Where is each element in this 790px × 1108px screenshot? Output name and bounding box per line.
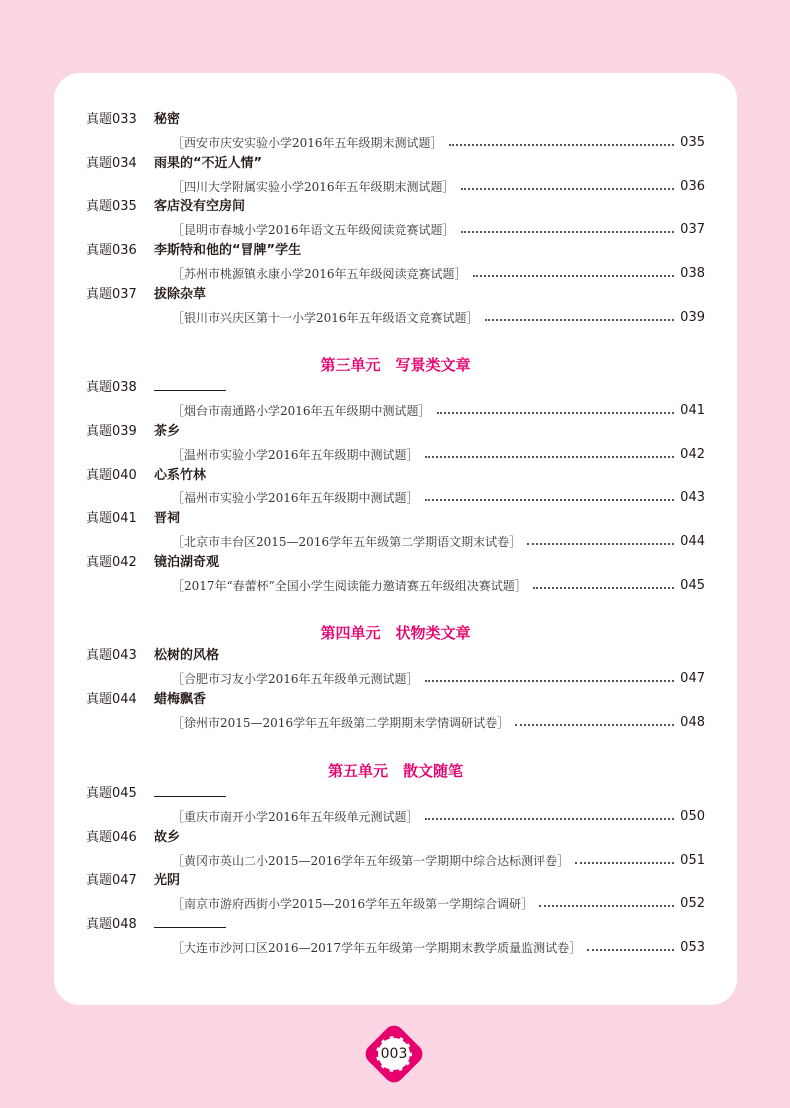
leader-dots xyxy=(437,411,675,414)
entry-title: 心系竹林 xyxy=(154,468,207,483)
toc-source-039 xyxy=(172,444,705,464)
entry-number: 真题045 xyxy=(86,786,137,801)
leader-dots xyxy=(425,498,675,501)
unit-3-heading: 第三单元 写景类文章 xyxy=(320,356,471,374)
entry-title: 茶乡 xyxy=(154,424,181,439)
entry-number: 真题037 xyxy=(86,287,137,302)
page-number: 003 xyxy=(380,1046,408,1062)
entry-title: 秘密 xyxy=(154,112,181,127)
leader-dots xyxy=(533,586,674,589)
entry-page: 037 xyxy=(680,221,705,237)
toc-source-037 xyxy=(172,307,705,327)
entry-number: 真题047 xyxy=(86,873,137,888)
toc-entry-033[interactable] xyxy=(86,110,180,130)
entry-page: 051 xyxy=(680,852,705,868)
entry-source: ［徐州市2015—2016学年五年级第二学期期末学情调研试卷］ xyxy=(172,715,510,730)
toc-entry-037[interactable] xyxy=(86,285,206,305)
entry-number: 真题048 xyxy=(86,917,137,932)
entry-source: ［烟台市南通路小学2016年五年级期中测试题］ xyxy=(172,403,431,418)
leader-dots xyxy=(461,230,675,233)
entry-title: 客店没有空房间 xyxy=(154,199,246,214)
entry-number: 真题042 xyxy=(86,555,137,570)
entry-source: ［福州市实验小学2016年五年级期中测试题］ xyxy=(172,490,419,505)
entry-title: 镜泊湖奇观 xyxy=(154,555,220,570)
leader-dots xyxy=(515,723,674,726)
toc-source-044 xyxy=(172,712,705,732)
toc-entry-042[interactable] xyxy=(86,553,219,573)
entry-number: 真题033 xyxy=(86,112,137,127)
toc-source-034 xyxy=(172,176,705,196)
entry-page: 050 xyxy=(680,808,705,824)
toc-entry-039[interactable] xyxy=(86,422,180,442)
toc-source-042 xyxy=(172,575,705,595)
entry-title: 蜡梅飘香 xyxy=(154,692,207,707)
entry-title: 拔除杂草 xyxy=(154,287,207,302)
unit-5-heading: 第五单元 散文随笔 xyxy=(327,762,463,780)
toc-source-036 xyxy=(172,263,705,283)
entry-source: ［重庆市南开小学2016年五年级单元测试题］ xyxy=(172,809,419,824)
entry-page: 035 xyxy=(680,134,705,150)
entry-source: ［黄冈市英山二小2015—2016学年五年级第一学期期中综合达标测评卷］ xyxy=(172,853,570,868)
toc-entry-038[interactable] xyxy=(86,378,226,398)
entry-title: 松树的风格 xyxy=(154,648,220,663)
entry-page: 044 xyxy=(680,533,705,549)
leader-dots xyxy=(527,542,674,545)
entry-source: ［大连市沙河口区2016—2017学年五年级第一学期期末教学质量监测试卷］ xyxy=(172,940,582,955)
entry-number: 真题040 xyxy=(86,468,137,483)
leader-dots xyxy=(425,679,675,682)
entry-page: 047 xyxy=(680,670,705,686)
entry-title: 光阴 xyxy=(154,873,181,888)
entry-number: 真题046 xyxy=(86,830,137,845)
toc-entry-046[interactable] xyxy=(86,828,180,848)
entry-number: 真题043 xyxy=(86,648,137,663)
toc-source-040 xyxy=(172,487,705,507)
entry-title: 故乡 xyxy=(154,830,181,845)
entry-source: ［昆明市春城小学2016年语文五年级阅读竞赛试题］ xyxy=(172,222,455,237)
toc-source-038 xyxy=(172,400,705,420)
title-blank xyxy=(154,784,226,797)
leader-dots xyxy=(425,817,675,820)
entry-page: 048 xyxy=(680,714,705,730)
leader-dots xyxy=(587,948,674,951)
entry-title: 李斯特和他的“冒牌”学生 xyxy=(154,243,302,258)
toc-entry-041[interactable] xyxy=(86,509,180,529)
entry-number: 真题035 xyxy=(86,199,137,214)
toc-entry-040[interactable] xyxy=(86,466,206,486)
toc-entry-044[interactable] xyxy=(86,690,206,710)
toc-entry-034[interactable] xyxy=(86,154,262,174)
content-card xyxy=(54,73,737,1005)
toc-source-047 xyxy=(172,893,705,913)
entry-title: 雨果的“不近人情” xyxy=(154,156,263,171)
leader-dots xyxy=(539,904,674,907)
toc-entry-045[interactable] xyxy=(86,784,226,804)
toc-source-033 xyxy=(172,132,705,152)
entry-source: ［温州市实验小学2016年五年级期中测试题］ xyxy=(172,447,419,462)
toc-source-041 xyxy=(172,531,705,551)
leader-dots xyxy=(425,455,675,458)
entry-page: 039 xyxy=(680,309,705,325)
entry-page: 043 xyxy=(680,489,705,505)
toc-entry-035[interactable] xyxy=(86,197,245,217)
entry-source: ［银川市兴庆区第十一小学2016年五年级语文竞赛试题］ xyxy=(172,310,479,325)
entry-title: 晋祠 xyxy=(154,511,181,526)
toc-source-043 xyxy=(172,668,705,688)
entry-page: 036 xyxy=(680,178,705,194)
entry-source: ［北京市丰台区2015—2016学年五年级第二学期语文期末试卷］ xyxy=(172,534,522,549)
leader-dots xyxy=(473,274,675,277)
toc-source-035 xyxy=(172,219,705,239)
toc-entry-048[interactable] xyxy=(86,915,226,935)
leader-dots xyxy=(449,143,675,146)
title-blank xyxy=(154,915,226,928)
leader-dots xyxy=(575,861,674,864)
toc-entry-047[interactable] xyxy=(86,871,180,891)
entry-number: 真题034 xyxy=(86,156,137,171)
toc-source-045 xyxy=(172,806,705,826)
leader-dots xyxy=(461,187,675,190)
entry-source: ［合肥市习友小学2016年五年级单元测试题］ xyxy=(172,671,419,686)
entry-source: ［南京市游府西街小学2015—2016学年五年级第一学期综合调研］ xyxy=(172,896,534,911)
toc-source-048 xyxy=(172,937,705,957)
title-blank xyxy=(154,378,226,391)
toc-entry-043[interactable] xyxy=(86,646,219,666)
entry-page: 041 xyxy=(680,402,705,418)
entry-page: 052 xyxy=(680,895,705,911)
entry-number: 真题041 xyxy=(86,511,137,526)
entry-page: 053 xyxy=(680,939,705,955)
toc-entry-036[interactable] xyxy=(86,241,301,261)
leader-dots xyxy=(485,318,675,321)
entry-page: 045 xyxy=(680,577,705,593)
entry-source: ［2017年“春蕾杯”全国小学生阅读能力邀请赛五年级组决赛试题］ xyxy=(172,578,527,593)
entry-number: 真题036 xyxy=(86,243,137,258)
unit-4-heading: 第四单元 状物类文章 xyxy=(320,624,471,642)
entry-source: ［苏州市桃源镇永康小学2016年五年级阅读竞赛试题］ xyxy=(172,266,467,281)
entry-page: 042 xyxy=(680,446,705,462)
entry-source: ［四川大学附属实验小学2016年五年级期末测试题］ xyxy=(172,179,455,194)
entry-source: ［西安市庆安实验小学2016年五年级期末测试题］ xyxy=(172,135,443,150)
toc-source-046 xyxy=(172,850,705,870)
entry-number: 真题039 xyxy=(86,424,137,439)
entry-number: 真题038 xyxy=(86,380,137,395)
entry-number: 真题044 xyxy=(86,692,137,707)
entry-page: 038 xyxy=(680,265,705,281)
